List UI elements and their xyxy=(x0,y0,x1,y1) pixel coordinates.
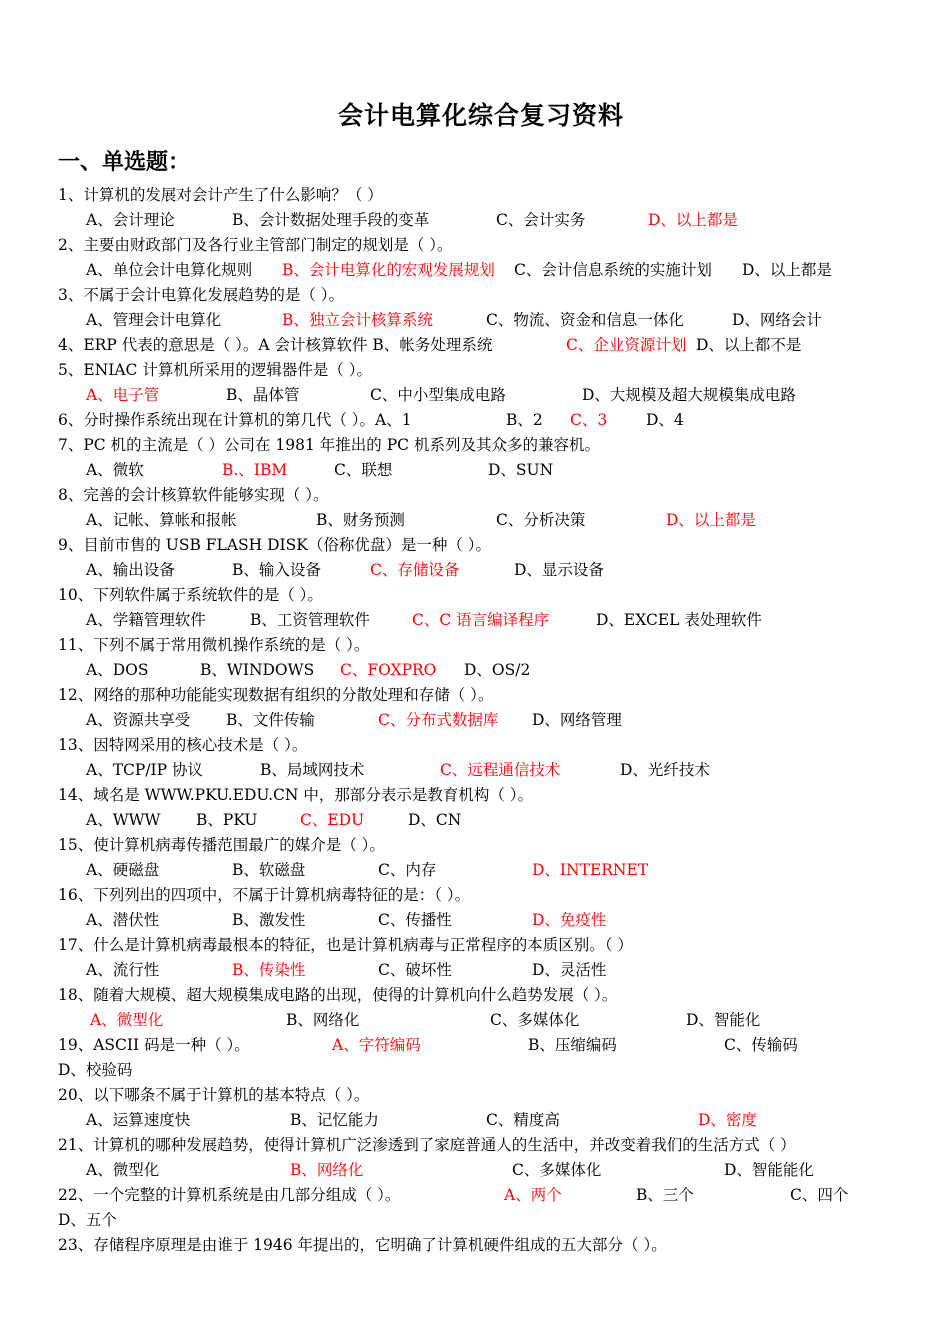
text-segment: 18、随着大规模、超大规模集成电路的出现，使得的计算机向什么趋势发展（ ）。 xyxy=(58,986,618,1004)
document-title: 会计电算化综合复习资料 xyxy=(337,101,624,130)
text-segment: 19、ASCII 码是一种（ ）。 xyxy=(58,1036,250,1054)
text-segment: A、潜伏性 xyxy=(86,911,160,929)
text-segment: B、晶体管 xyxy=(226,386,300,404)
text-segment: 14、域名是 WWW.PKU.EDU.CN 中，那部分表示是教育机构（ ）。 xyxy=(58,786,534,804)
text-segment: D、以上都是 xyxy=(742,261,832,279)
answer-option-highlighted: B、会计电算化的宏观发展规划 xyxy=(282,261,495,279)
text-segment: D、OS/2 xyxy=(464,661,531,679)
text-segment: D、网络会计 xyxy=(732,311,822,329)
text-segment: B、激发性 xyxy=(232,911,306,929)
text-segment: B、文件传输 xyxy=(226,711,315,729)
text-segment: 16、下列列出的四项中，不属于计算机病毒特征的是：（ ）。 xyxy=(58,886,471,904)
text-segment: A、管理会计电算化 xyxy=(86,311,222,329)
answer-option-highlighted: B、独立会计核算系统 xyxy=(282,311,433,329)
text-segment: D、灵活性 xyxy=(532,961,607,979)
answer-option-highlighted: C、EDU xyxy=(300,811,365,829)
text-segment: 11、下列不属于常用微机操作系统的是（ ）。 xyxy=(58,636,370,654)
answer-option-highlighted: C、分布式数据库 xyxy=(378,711,499,729)
answer-option-highlighted: D、免疫性 xyxy=(532,911,607,929)
text-segment: C、中小型集成电路 xyxy=(370,386,506,404)
text-segment: C、破坏性 xyxy=(378,961,452,979)
text-segment: D、校验码 xyxy=(58,1061,133,1079)
answer-option-highlighted: A、微型化 xyxy=(90,1011,164,1029)
text-segment: B、会计数据处理手段的变革 xyxy=(232,211,430,229)
answer-option-highlighted: C、企业资源计划 xyxy=(566,336,687,354)
text-segment: D、显示设备 xyxy=(514,561,604,579)
text-segment: 3、不属于会计电算化发展趋势的是（ ）。 xyxy=(58,286,345,304)
text-segment: C、物流、资金和信息一体化 xyxy=(486,311,684,329)
text-segment: A、TCP/IP 协议 xyxy=(86,761,204,779)
text-segment: A、硬磁盘 xyxy=(86,861,160,879)
text-segment: A、DOS xyxy=(86,661,149,679)
text-segment: C、内存 xyxy=(378,861,437,879)
text-segment: 22、一个完整的计算机系统是由几部分组成（ ）。 xyxy=(58,1186,401,1204)
text-segment: A、微型化 xyxy=(86,1161,160,1179)
text-segment: D、EXCEL 表处理软件 xyxy=(596,611,762,629)
text-segment: 21、计算机的哪种发展趋势，使得计算机广泛渗透到了家庭普通人的生活中，并改变着我们的生活方式（ ） xyxy=(58,1136,796,1154)
text-segment: D、智能能化 xyxy=(724,1161,814,1179)
answer-option-highlighted: C、远程通信技术 xyxy=(440,761,561,779)
text-segment: D、网络管理 xyxy=(532,711,622,729)
text-segment: 15、使计算机病毒传播范围最广的媒介是（ ）。 xyxy=(58,836,385,854)
text-segment: 6、分时操作系统出现在计算机的第几代（ ）。A、1 xyxy=(58,411,412,429)
text-segment: C、会计信息系统的实施计划 xyxy=(514,261,712,279)
answer-option-highlighted: B、传染性 xyxy=(232,961,306,979)
answer-option-highlighted: A、两个 xyxy=(504,1186,562,1204)
text-segment: 20、以下哪条不属于计算机的基本特点（ ）。 xyxy=(58,1086,370,1104)
text-segment: D、以上都不是 xyxy=(696,336,802,354)
text-segment: C、分析决策 xyxy=(496,511,586,529)
answer-option-highlighted: D、INTERNET xyxy=(532,861,649,879)
text-segment: C、传输码 xyxy=(724,1036,798,1054)
text-segment: B、财务预测 xyxy=(316,511,405,529)
text-segment: A、记帐、算帐和报帐 xyxy=(86,511,237,529)
text-segment: 8、完善的会计核算软件能够实现（ ）。 xyxy=(58,486,329,504)
text-segment: 10、下列软件属于系统软件的是（ ）。 xyxy=(58,586,323,604)
answer-option-highlighted: D、密度 xyxy=(698,1111,757,1129)
text-segment: B、记忆能力 xyxy=(290,1111,379,1129)
text-segment: A、输出设备 xyxy=(86,561,175,579)
text-segment: 17、什么是计算机病毒最根本的特征，也是计算机病毒与正常程序的本质区别。（ ） xyxy=(58,936,633,954)
text-segment: 1、计算机的发展对会计产生了什么影响？（ ） xyxy=(58,186,383,204)
text-segment: D、大规模及超大规模集成电路 xyxy=(582,386,796,404)
text-segment: C、会计实务 xyxy=(496,211,586,229)
text-segment: 23、存储程序原理是由谁于 1946 年提出的，它明确了计算机硬件组成的五大部分（ ）。 xyxy=(58,1236,667,1254)
text-segment: A、会计理论 xyxy=(86,211,175,229)
text-segment: A、运算速度快 xyxy=(86,1111,191,1129)
answer-option-highlighted: D、以上都是 xyxy=(666,511,756,529)
text-segment: B、PKU xyxy=(196,811,258,829)
text-segment: A、WWW xyxy=(86,811,161,829)
text-segment: D、CN xyxy=(408,811,462,829)
text-segment: C、多媒体化 xyxy=(512,1161,602,1179)
text-segment: 4、ERP 代表的意思是（ ）。A 会计核算软件 B、帐务处理系统 xyxy=(58,336,493,354)
answer-option-highlighted: C、FOXPRO xyxy=(340,661,437,679)
text-segment: B、局域网技术 xyxy=(260,761,365,779)
text-segment: D、光纤技术 xyxy=(620,761,710,779)
text-segment: B、网络化 xyxy=(286,1011,360,1029)
text-segment: 12、网络的那种功能能实现数据有组织的分散处理和存储（ ）。 xyxy=(58,686,494,704)
text-segment: C、精度高 xyxy=(486,1111,560,1129)
text-segment: 2、主要由财政部门及各行业主管部门制定的规划是（ ）。 xyxy=(58,236,453,254)
answer-option-highlighted: C、存储设备 xyxy=(370,561,460,579)
text-segment: 13、因特网采用的核心技术是（ ）。 xyxy=(58,736,308,754)
text-segment: C、四个 xyxy=(790,1186,849,1204)
text-segment: 5、ENIAC 计算机所采用的逻辑器件是（ ）。 xyxy=(58,361,373,379)
text-segment: C、多媒体化 xyxy=(490,1011,580,1029)
text-segment: D、SUN xyxy=(488,461,554,479)
text-segment: D、智能化 xyxy=(686,1011,761,1029)
answer-option-highlighted: A、电子管 xyxy=(86,386,160,404)
text-segment: A、微软 xyxy=(86,461,144,479)
text-segment: D、4 xyxy=(646,411,684,429)
answer-option-highlighted: A、字符编码 xyxy=(332,1036,421,1054)
text-segment: B、输入设备 xyxy=(232,561,321,579)
answer-option-highlighted: D、以上都是 xyxy=(648,211,738,229)
text-segment: 7、PC 机的主流是（ ）公司在 1981 年推出的 PC 机系列及其众多的兼容机。 xyxy=(58,436,600,454)
text-segment: B、三个 xyxy=(636,1186,694,1204)
text-segment: B、WINDOWS xyxy=(200,661,315,679)
answer-option-highlighted: C、3 xyxy=(570,411,608,429)
text-segment: B、软磁盘 xyxy=(232,861,306,879)
text-segment: A、资源共享受 xyxy=(86,711,191,729)
answer-option-highlighted: C、C 语言编译程序 xyxy=(412,611,550,629)
text-segment: B、压缩编码 xyxy=(528,1036,617,1054)
text-segment: A、单位会计电算化规则 xyxy=(86,261,253,279)
text-segment: B、工资管理软件 xyxy=(250,611,370,629)
text-segment: C、联想 xyxy=(334,461,393,479)
section-heading: 一、单选题： xyxy=(58,150,191,175)
text-segment: D、五个 xyxy=(58,1211,117,1229)
text-segment: 9、目前市售的 USB FLASH DISK（俗称优盘）是一种（ ）。 xyxy=(58,536,492,554)
text-segment: A、学籍管理软件 xyxy=(86,611,206,629)
text-segment: B、2 xyxy=(506,411,543,429)
answer-option-highlighted: B、网络化 xyxy=(290,1161,364,1179)
text-segment: A、流行性 xyxy=(86,961,160,979)
text-segment: C、传播性 xyxy=(378,911,452,929)
answer-option-highlighted: B.、IBM xyxy=(222,461,288,479)
